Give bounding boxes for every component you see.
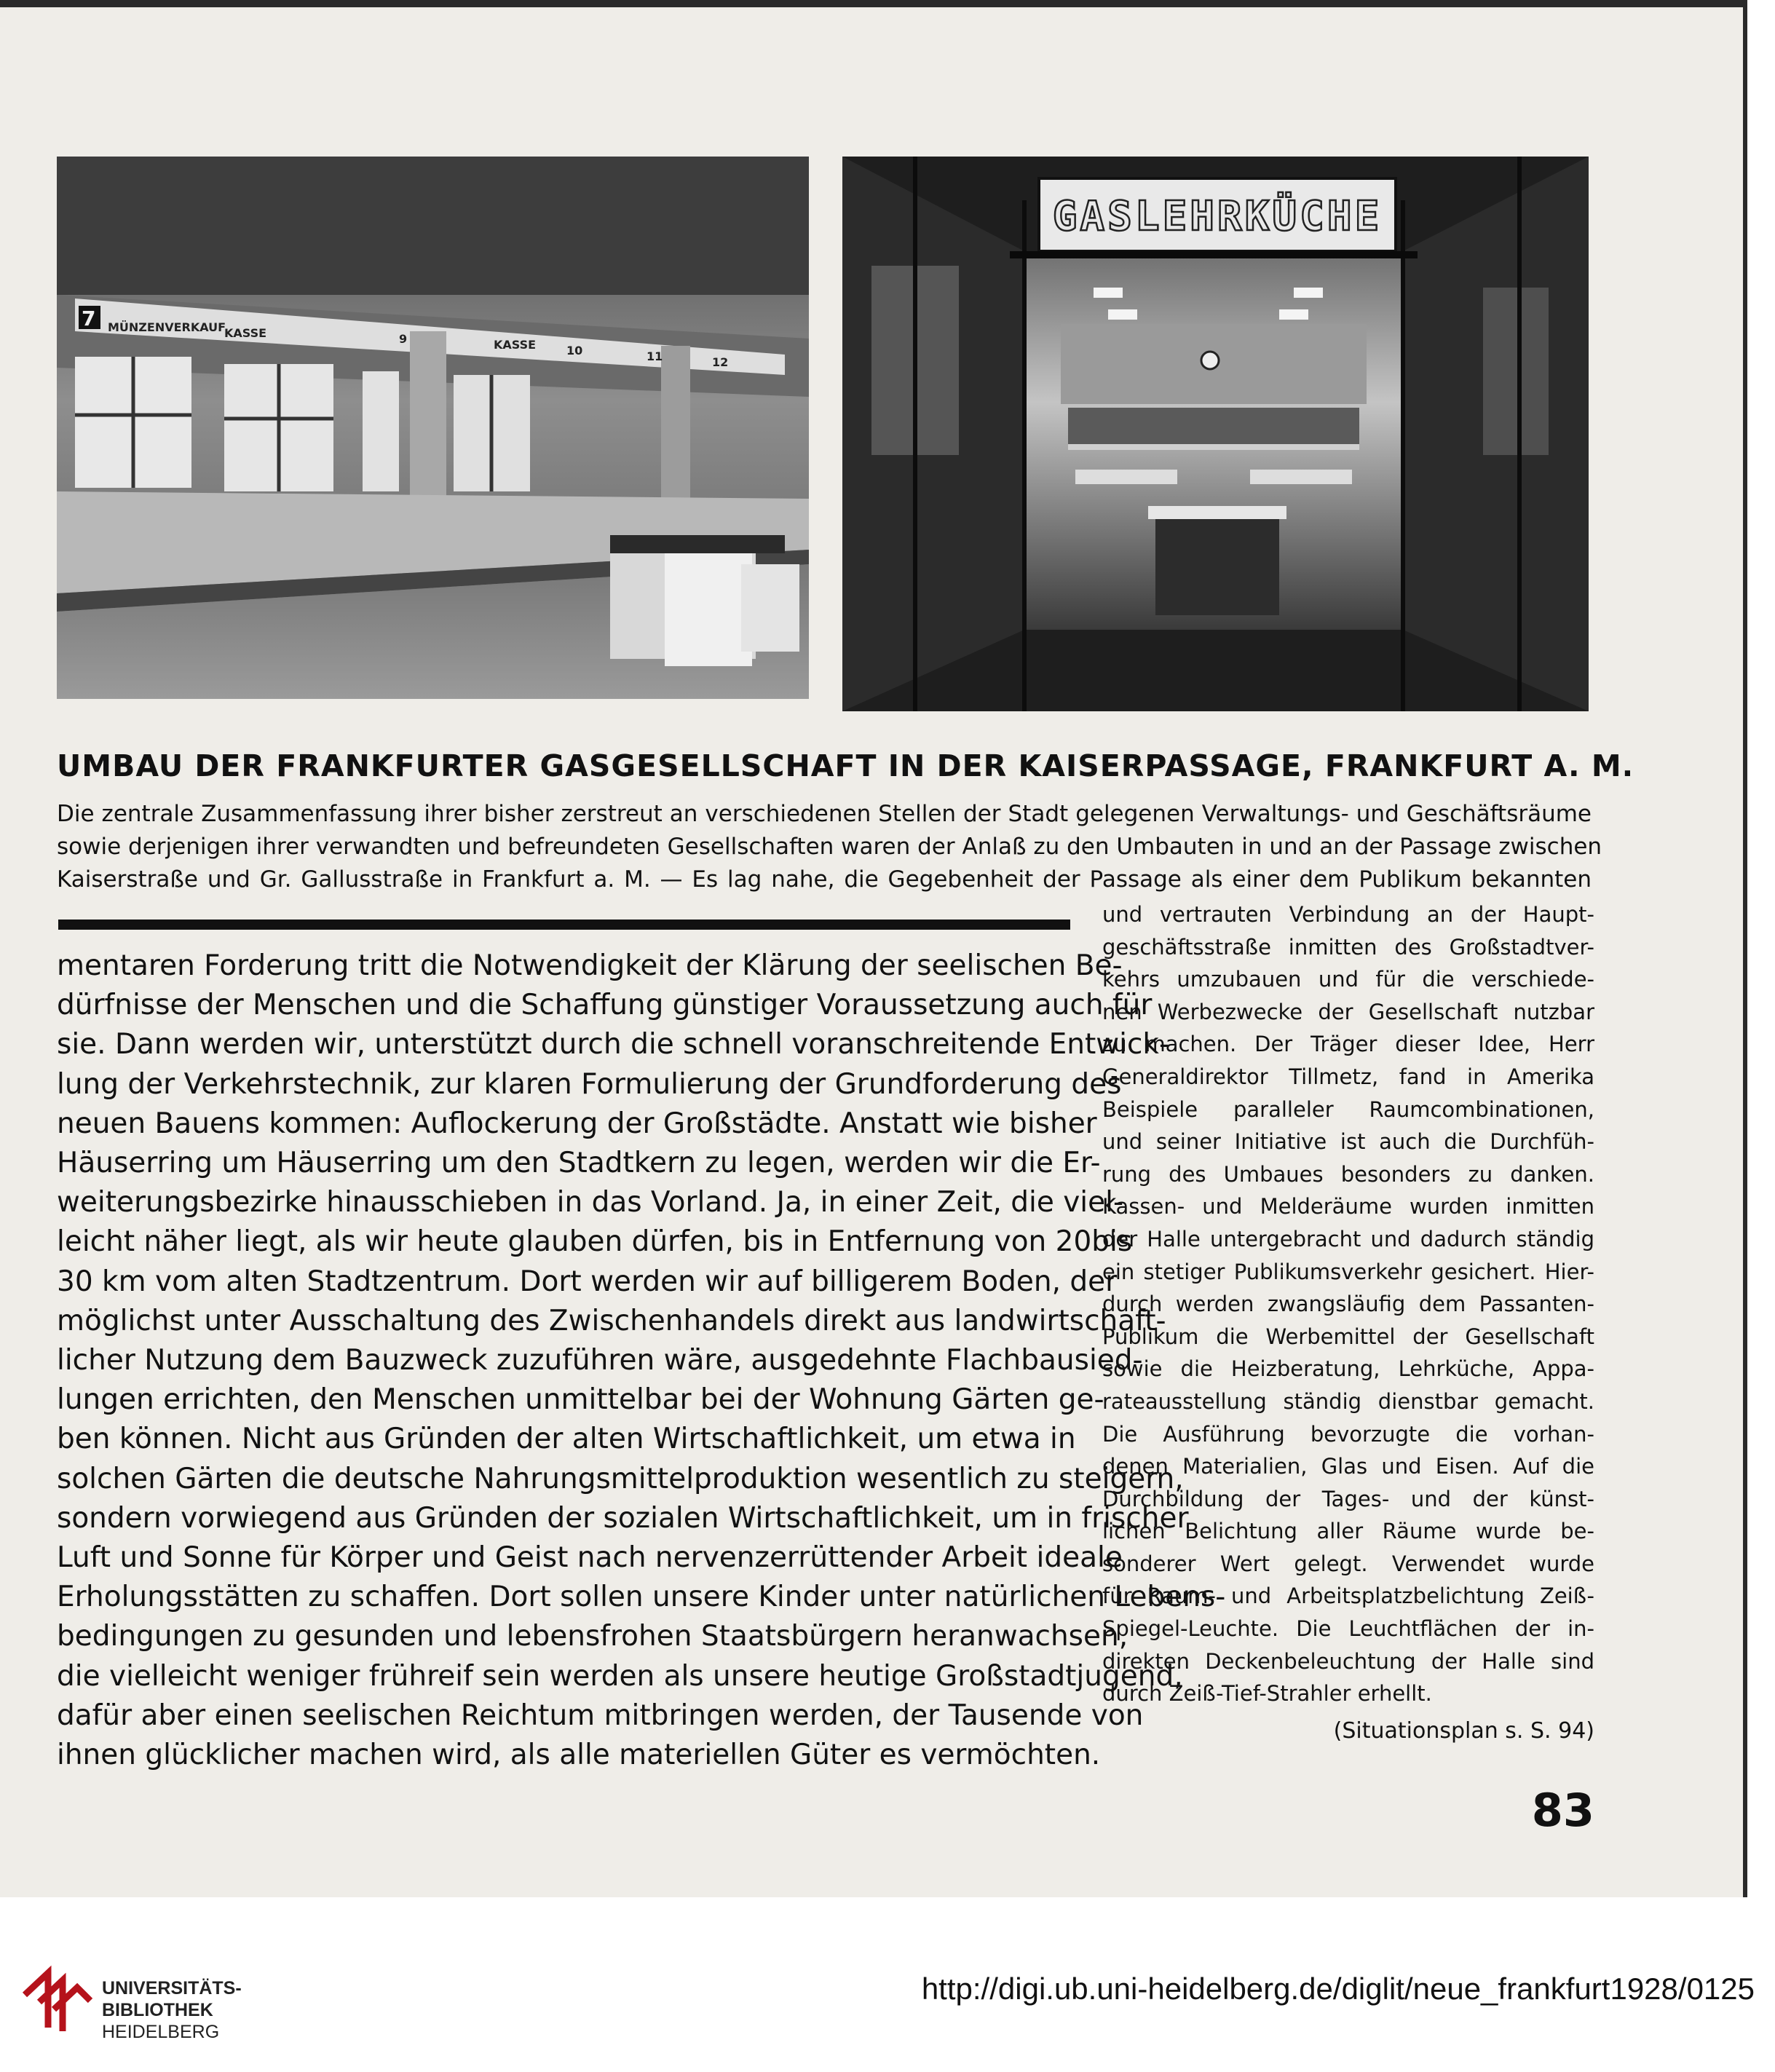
cashier-sign-label: 11	[647, 349, 663, 363]
side-text-column	[1102, 898, 1594, 1710]
side-line: Kassen- und Melderäume wurden inmitten	[1102, 1194, 1594, 1219]
intro-line: Kaiserstraße und Gr. Gallusstraße in Frankfurt a. M. — Es lag nahe, die Gegebenheit der Passage als einer dem Publikum bekannten	[57, 866, 1592, 893]
cashier-sign-label: 10	[566, 344, 583, 357]
side-line: nen Werbezwecke der Gesellschaft nutzbar	[1102, 999, 1594, 1024]
side-line: denen Materialien, Glas und Eisen. Auf die	[1102, 1454, 1594, 1479]
main-line: dafür aber einen seelischen Reichtum mitbringen werden, der Tausende von	[57, 1699, 1144, 1732]
main-line: solchen Gärten die deutsche Nahrungsmittelproduktion wesentlich zu steigern,	[57, 1462, 1184, 1495]
library-name-line: BIBLIOTHEK	[102, 2000, 213, 2020]
side-line: Generaldirektor Tillmetz, fand in Amerika	[1102, 1064, 1594, 1089]
column-divider-rule	[58, 920, 1070, 930]
side-line: kehrs umzubauen und für die verschiede-	[1102, 967, 1594, 992]
situation-plan-note: (Situationsplan s. S. 94)	[1333, 1718, 1594, 1744]
main-line: lungen errichten, den Menschen unmittelbar bei der Wohnung Gärten ge-	[57, 1383, 1104, 1417]
library-logo-icon[interactable]	[17, 1958, 98, 2039]
main-line: leicht näher liegt, als wir heute glauben dürfen, bis in Entfernung von 20bis	[57, 1225, 1133, 1259]
source-url-link[interactable]: http://digi.ub.uni-heidelberg.de/diglit/neue_frankfurt1928/0125	[921, 1972, 1755, 2006]
side-line: zu machen. Der Träger dieser Idee, Herr	[1102, 1032, 1594, 1057]
side-line: Publikum die Werbemittel der Gesellschaft	[1102, 1324, 1594, 1349]
page-number: 83	[1531, 1784, 1594, 1837]
side-line: rateausstellung ständig dienstbar gemacht.	[1102, 1388, 1594, 1414]
side-line: und seiner Initiative ist auch die Durchfüh-	[1102, 1129, 1594, 1155]
cashier-sign-label: MÜNZENVERKAUF	[108, 320, 226, 334]
main-line: Erholungsstätten zu schaffen. Dort sollen unsere Kinder unter natürlichen Lebens-	[57, 1581, 1226, 1614]
cashier-sign-label: 9	[399, 332, 408, 346]
main-line: neuen Bauens kommen: Auflockerung der Großstädte. Anstatt wie bisher	[57, 1107, 1097, 1140]
library-name	[102, 1977, 242, 2043]
side-line: rung des Umbaues besonders zu danken.	[1102, 1161, 1594, 1187]
side-line: direkten Deckenbeleuchtung der Halle sind	[1102, 1648, 1594, 1674]
main-line: mentaren Forderung tritt die Notwendigkeit der Klärung der seelischen Be-	[57, 949, 1123, 982]
photo-cashier-hall-image	[57, 157, 809, 699]
side-line: durch Zeiß-Tief-Strahler erhellt.	[1102, 1681, 1432, 1707]
intro-paragraph	[57, 798, 1602, 896]
main-line: sondern vorwiegend aus Gründen der sozialen Wirtschaftlichkeit, um in frischer	[57, 1501, 1189, 1535]
intro-line: sowie derjenigen ihrer verwandten und befreundeten Gesellschaften waren der Anlaß zu den Umbauten in und an der Passage zwischen	[57, 834, 1602, 860]
side-line: und vertrauten Verbindung an der Haupt-	[1102, 902, 1594, 927]
main-line: ben können. Nicht aus Gründen der alten Wirtschaftlichkeit, um etwa in	[57, 1423, 1076, 1456]
main-line: ihnen glücklicher machen wird, als alle materiellen Güter es vermöchten.	[57, 1739, 1101, 1772]
library-name-line: UNIVERSITÄTS-	[102, 1978, 242, 1998]
side-line: sonderer Wert gelegt. Verwendet wurde	[1102, 1551, 1594, 1576]
article-heading: UMBAU DER FRANKFURTER GASGESELLSCHAFT IN DER KAISERPASSAGE, FRANKFURT A. M.	[57, 748, 1634, 783]
kitchen-sign-text: GASLEHRKÜCHE	[1052, 193, 1383, 240]
side-line: geschäftsstraße inmitten des Großstadtver-	[1102, 934, 1594, 960]
cashier-sign-label: KASSE	[494, 338, 537, 352]
photo-cashier-hall	[57, 157, 809, 699]
intro-line: Die zentrale Zusammenfassung ihrer bisher zerstreut an verschiedenen Stellen der Stadt gelegenen Verwaltungs- und Geschäftsräume	[57, 801, 1592, 827]
side-line: der Halle untergebracht und dadurch ständig	[1102, 1226, 1594, 1251]
side-line: Die Ausführung bevorzugte die vorhan-	[1102, 1421, 1594, 1447]
side-line: lichen Belichtung aller Räume wurde be-	[1102, 1519, 1594, 1544]
cashier-sign-label: KASSE	[224, 326, 267, 340]
photo-gas-teaching-kitchen	[842, 157, 1589, 711]
side-line: Durchbildung der Tages- und der künst-	[1102, 1486, 1594, 1511]
main-line: dürfnisse der Menschen und die Schaffung günstiger Voraussetzung auch für	[57, 989, 1153, 1022]
main-line: weiterungsbezirke hinausschieben in das Vorland. Ja, in einer Zeit, die viel-	[57, 1186, 1124, 1219]
main-line: sie. Dann werden wir, unterstützt durch die schnell voranschreitende Entwick-	[57, 1028, 1170, 1061]
main-line: die vielleicht weniger frühreif sein werden als unsere heutige Großstadtjugend,	[57, 1659, 1183, 1693]
side-line: sowie die Heizberatung, Lehrküche, Appa-	[1102, 1356, 1594, 1382]
main-line: bedingungen zu gesunden und lebensfrohen Staatsbürgern heranwachsen,	[57, 1620, 1128, 1653]
cashier-sign-label: 7	[82, 307, 96, 331]
photo-gas-teaching-kitchen-image	[842, 157, 1589, 711]
main-line: möglichst unter Ausschaltung des Zwischenhandels direkt aus landwirtschaft-	[57, 1304, 1166, 1337]
side-line: ein stetiger Publikumsverkehr gesichert. Hier-	[1102, 1259, 1594, 1284]
main-line: Luft und Sonne für Körper und Geist nach nervenzerrüttender Arbeit ideale	[57, 1541, 1123, 1575]
main-line: licher Nutzung dem Bauzweck zuzuführen wäre, ausgedehnte Flachbausied-	[57, 1344, 1143, 1377]
main-line: 30 km vom alten Stadtzentrum. Dort werden wir auf billigerem Boden, der	[57, 1265, 1118, 1298]
cashier-sign-label: 12	[712, 355, 729, 369]
main-line: Häuserring um Häuserring um den Stadtkern zu legen, werden wir die Er-	[57, 1147, 1101, 1180]
side-line: für Raum- und Arbeitsplatzbelichtung Zeiß-	[1102, 1583, 1594, 1609]
side-line: durch werden zwangsläufig dem Passanten-	[1102, 1292, 1594, 1317]
main-line: lung der Verkehrstechnik, zur klaren Formulierung der Grundforderung des	[57, 1067, 1122, 1101]
library-name-line: HEIDELBERG	[102, 2022, 220, 2042]
side-line: Beispiele paralleler Raumcombinationen,	[1102, 1096, 1594, 1122]
side-line: Spiegel-Leuchte. Die Leuchtflächen der in-	[1102, 1616, 1594, 1642]
main-text-column	[57, 946, 1226, 1775]
